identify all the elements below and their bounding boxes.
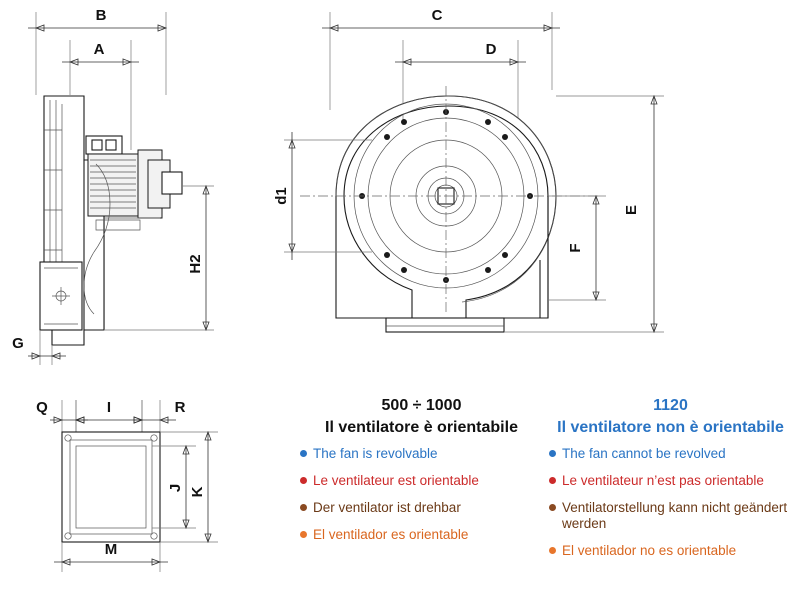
svg-text:H2: H2 [187,254,204,274]
legend-item-label: The fan cannot be revolved [562,446,726,461]
legend-block [300,396,798,570]
legend-item-label: Le ventilateur est orientable [313,473,479,488]
legend-heading-right [549,396,792,438]
legend-items-right [549,446,792,559]
legend-model-left: 500 ÷ 1000 [381,397,462,414]
front-view [273,7,664,332]
legend-item [549,473,792,489]
bullet-icon [300,477,307,484]
side-view [12,7,214,365]
bullet-icon [549,547,556,554]
svg-text:K: K [189,486,206,498]
svg-text:d1: d1 [273,187,290,205]
legend-item-label: Le ventilateur n’est pas orientable [562,473,764,488]
legend-subtitle-left: Il ventilatore è orientabile [325,419,518,436]
bullet-icon [549,504,556,511]
legend-heading-left [300,396,543,438]
legend-item [300,473,543,489]
bullet-icon [549,477,556,484]
legend-items-left [300,446,543,543]
dimension-Q [36,399,88,432]
svg-text:A: A [93,41,105,58]
dimension-R [134,399,186,432]
svg-text:B: B [95,7,107,24]
svg-text:J: J [167,483,184,493]
svg-text:M: M [104,541,118,558]
legend-item [549,500,792,532]
legend-item [300,500,543,516]
legend-item-label: Der ventilator ist drehbar [313,500,461,515]
bullet-icon [300,531,307,538]
legend-column-500-1000 [300,396,549,570]
svg-text:C: C [431,7,443,24]
svg-text:G: G [12,335,24,352]
svg-text:I: I [106,399,112,416]
svg-text:D: D [485,41,497,58]
bullet-icon [300,504,307,511]
dimension-I [76,399,142,432]
legend-item-label: El ventilador es orientable [313,527,469,542]
legend-column-1120 [549,396,798,570]
legend-item [549,446,792,462]
svg-text:F: F [567,243,584,253]
legend-item [300,527,543,543]
legend-item [300,446,543,462]
legend-subtitle-right: Il ventilatore non è orientabile [557,419,784,436]
legend-item-label: The fan is revolvable [313,446,438,461]
dimension-C [322,7,560,110]
outlet-flange-view [36,399,218,572]
dimension-M [54,541,168,572]
bullet-icon [549,450,556,457]
legend-item-label: Ventilatorstellung kann nicht geändert werden [562,500,788,531]
legend-model-right: 1120 [653,397,688,414]
svg-text:E: E [623,204,640,216]
svg-text:Q: Q [36,399,48,416]
svg-text:R: R [174,399,186,416]
dimension-F [548,196,606,300]
legend-item-label: El ventilador no es orientable [562,543,737,558]
legend-item [549,543,792,559]
bullet-icon [300,450,307,457]
